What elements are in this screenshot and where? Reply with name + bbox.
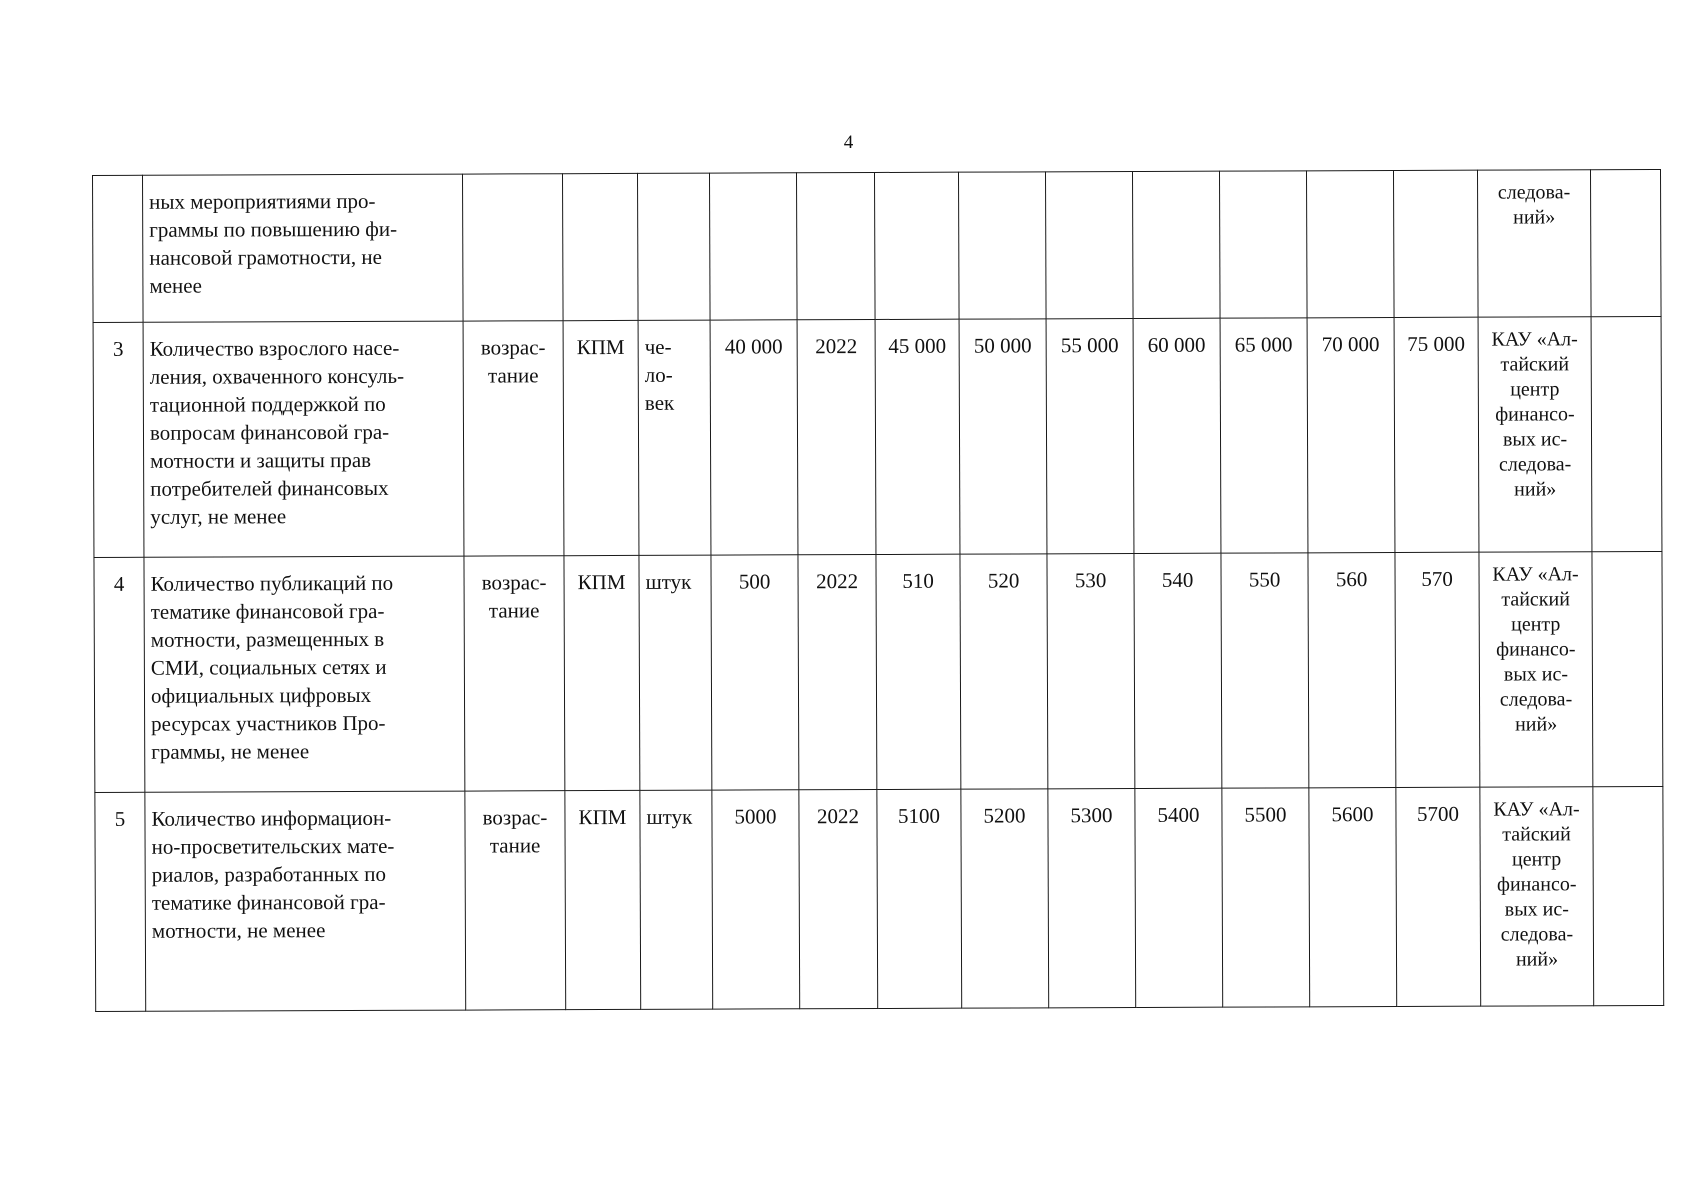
base-year: 2022 [797, 319, 876, 554]
indicator-source: КПМ [564, 555, 640, 790]
year-value: 5300 [1048, 789, 1136, 1008]
indicator-name: ных мероприятиями про- граммы по повышению фи- нансовой грамотности, не менее [143, 174, 464, 322]
year-value: 520 [960, 554, 1048, 789]
row-number: 5 [95, 792, 146, 1011]
indicator-unit: че- ло- век [638, 320, 711, 555]
year-value: 570 [1395, 552, 1480, 787]
year-value: 70 000 [1307, 318, 1395, 553]
indicator-name: Количество публикаций по тематике финансовой гра- мотности, размещенных в СМИ, социальных сетях и официальных цифровых ресурсах участников Про- граммы, не менее [144, 556, 465, 792]
base-year: 2022 [798, 554, 877, 789]
year-value: 55 000 [1046, 319, 1134, 554]
indicator-name: Количество взрослого насе- ления, охваченного консуль- тационной поддержкой по вопросам финансовой гра- мотности и защиты прав потребителей финансовых услуг, не менее [143, 321, 464, 557]
indicator-source: КПМ [565, 790, 641, 1009]
year-value [1306, 171, 1394, 318]
year-value: 5100 [877, 789, 962, 1008]
year-value [1393, 170, 1478, 317]
year-value [1045, 172, 1133, 319]
indicator-unit [637, 173, 710, 320]
base-value: 40 000 [710, 320, 798, 555]
base-value [709, 173, 797, 320]
responsible-org: КАУ «Ал- тайский центр финансо- вых ис- следова- ний» [1479, 552, 1593, 787]
year-value: 530 [1047, 554, 1135, 789]
row-number: 3 [93, 322, 144, 557]
row-number [93, 175, 144, 322]
year-value: 45 000 [875, 319, 960, 554]
year-value: 5700 [1396, 787, 1481, 1006]
extra-cell [1592, 551, 1663, 786]
indicator-source: КПМ [563, 320, 639, 555]
extra-cell [1591, 316, 1662, 551]
year-value: 560 [1308, 552, 1396, 787]
indicator-direction: возрас- тание [463, 321, 564, 556]
year-value: 550 [1221, 553, 1309, 788]
base-year: 2022 [799, 789, 878, 1008]
year-value: 5500 [1222, 788, 1310, 1007]
year-value: 5400 [1135, 788, 1223, 1007]
year-value: 60 000 [1133, 318, 1221, 553]
table-row [93, 316, 1662, 557]
row-number: 4 [94, 557, 145, 792]
indicator-name: Количество информацион- но-просветительских мате- риалов, разработанных по тематике финансовой гра- мотности, не менее [145, 791, 466, 1011]
extra-cell [1593, 786, 1664, 1005]
year-value: 75 000 [1394, 317, 1479, 552]
page-number: 4 [843, 132, 854, 153]
indicator-direction [462, 174, 563, 321]
table-row [93, 169, 1662, 322]
responsible-org: КАУ «Ал- тайский центр финансо- вых ис- следова- ний» [1480, 787, 1594, 1006]
base-value: 500 [711, 555, 799, 790]
responsible-org: КАУ «Ал- тайский центр финансо- вых ис- следова- ний» [1478, 317, 1592, 552]
year-value: 5600 [1309, 787, 1397, 1006]
year-value: 50 000 [959, 319, 1047, 554]
indicator-unit: штук [640, 790, 713, 1009]
table-row [95, 786, 1664, 1011]
indicator-source [562, 173, 638, 320]
year-value [958, 172, 1046, 319]
year-value [1219, 171, 1307, 318]
year-value: 540 [1134, 553, 1222, 788]
indicators-table [92, 169, 1664, 1012]
responsible-org: следова- ний» [1477, 170, 1591, 317]
year-value: 5200 [961, 789, 1049, 1008]
indicator-direction: возрас- тание [465, 791, 566, 1010]
table-row [94, 551, 1663, 792]
year-value: 65 000 [1220, 318, 1308, 553]
year-value [1132, 171, 1220, 318]
year-value: 510 [876, 554, 961, 789]
indicator-unit: штук [639, 555, 712, 790]
year-value [874, 172, 959, 319]
indicator-direction: возрас- тание [464, 556, 565, 791]
base-value: 5000 [712, 790, 800, 1009]
extra-cell [1590, 169, 1661, 316]
base-year [796, 172, 875, 319]
